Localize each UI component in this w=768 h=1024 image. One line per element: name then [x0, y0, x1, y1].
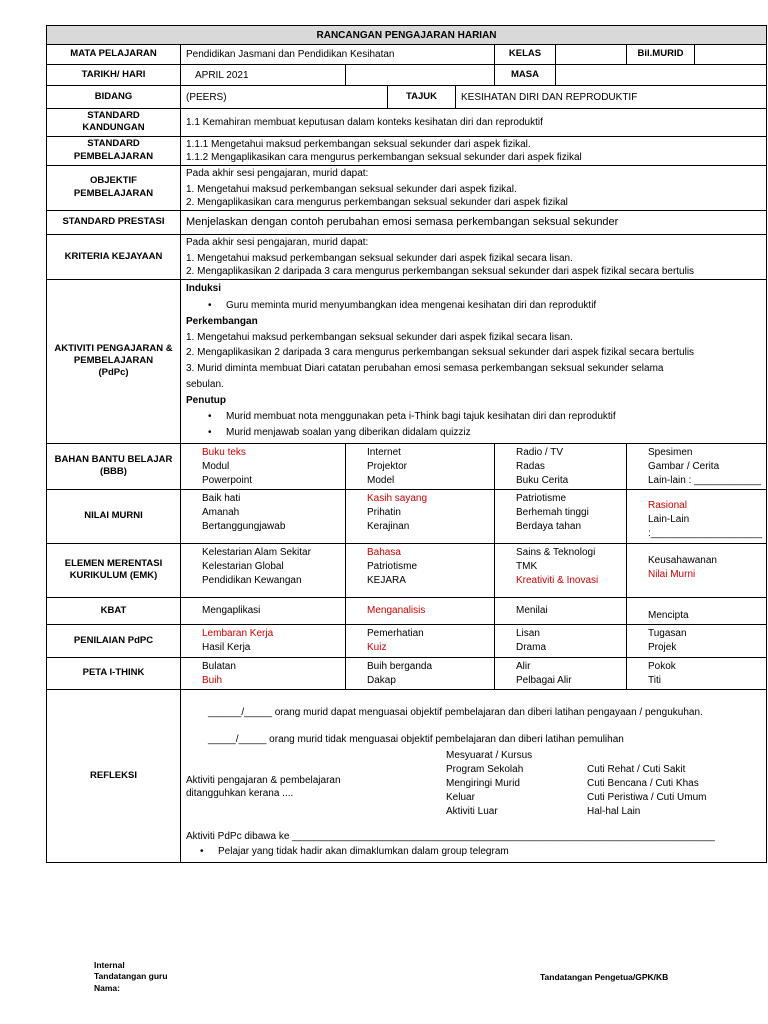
checkbox-item[interactable]: Hal-hal Lain — [587, 805, 641, 817]
mata-pelajaran-value: Pendidikan Jasmani dan Pendidikan Kesihatan — [181, 45, 495, 65]
penilaian-col-2 — [346, 624, 495, 657]
standard-prestasi-label: STANDARD PRESTASI — [47, 210, 181, 234]
checkbox-item[interactable]: Buku teks — [202, 446, 246, 458]
checkbox-item[interactable]: Buih berganda — [367, 660, 433, 672]
nilai-col-3 — [495, 489, 627, 543]
checkbox-item[interactable]: Cuti Bencana / Cuti Khas — [587, 777, 699, 789]
rph-table — [46, 25, 767, 863]
emk-col-1 — [181, 543, 346, 597]
checkbox-item[interactable]: KEJARA — [367, 574, 406, 586]
checkbox-item[interactable]: Pendidikan Kewangan — [202, 574, 302, 586]
bidang-label: BIDANG — [47, 86, 181, 109]
checkbox-item[interactable]: Internet — [367, 446, 401, 458]
nilai-col-4 — [627, 489, 767, 543]
checkbox-item[interactable]: Aktiviti Luar — [446, 805, 498, 817]
tajuk-value: KESIHATAN DIRI DAN REPRODUKTIF — [456, 86, 767, 109]
penilaian-label: PENILAIAN PdPC — [47, 624, 181, 657]
checkbox-item[interactable]: Alir — [516, 660, 531, 672]
checkbox-item[interactable]: Bertanggungjawab — [202, 520, 286, 532]
checkbox-item[interactable]: Model — [367, 474, 395, 486]
checkbox-item[interactable]: Modul — [202, 460, 230, 472]
peta-col-1 — [181, 657, 346, 689]
lain-lain-line: :____________________ — [648, 527, 763, 539]
refleksi-value — [181, 689, 767, 862]
tajuk-label: TAJUK — [388, 86, 456, 109]
kriteria-value: Pada akhir sesi pengajaran, murid dapat: 1. Mengetahui maksud perkembangan seksual sekunder dari aspek fizikal secara lisan. 2. Mengaplikasikan 2 daripada 3 cara mengurus perkembangan seksual sekunder dari aspek fizikal secara bertulis — [181, 234, 767, 279]
checkbox-item[interactable]: Patriotisme — [367, 560, 418, 572]
nilai-murni-label: NILAI MURNI — [47, 489, 181, 543]
checkbox-item[interactable]: Radio / TV — [516, 446, 564, 458]
checkbox-item[interactable]: Sains & Teknologi — [516, 546, 596, 558]
ditangguh-options-a: Mesyuarat / Kursus Program Sekolah Mengiringi Murid Keluar Aktiviti Luar — [421, 748, 532, 819]
checkbox-item[interactable]: Drama — [516, 641, 547, 653]
checkbox-item[interactable]: Tugasan — [648, 627, 687, 639]
penilaian-col-3 — [495, 624, 627, 657]
checkbox-item[interactable]: Lain-Lain — [648, 513, 690, 525]
checkbox-item[interactable]: Titi — [648, 674, 661, 686]
standard-pembelajaran-label: STANDARD PEMBELAJARAN — [47, 136, 181, 165]
checkbox-item[interactable]: Mengiringi Murid — [446, 777, 520, 789]
checkbox-item[interactable]: Projek — [648, 641, 677, 653]
checkbox-item[interactable]: Kasih sayang — [367, 492, 428, 504]
checkbox-item[interactable]: Prihatin — [367, 506, 401, 518]
bbb-label: BAHAN BANTU BELAJAR (BBB) — [47, 443, 181, 489]
masa-label: MASA — [495, 65, 556, 86]
checkbox-item[interactable]: Berhemah tinggi — [516, 506, 589, 518]
checkbox-item[interactable]: Projektor — [367, 460, 408, 472]
checkbox-item[interactable]: Patriotisme — [516, 492, 567, 504]
standard-kandungan-value: 1.1 Kemahiran membuat keputusan dalam konteks kesihatan diri dan reproduktif — [181, 109, 767, 137]
ditangguh-label: Aktiviti pengajaran & pembelajaran ditangguhkan kerana .... — [186, 774, 341, 800]
footer-guru: Internal Tandatangan guru Nama: — [94, 960, 168, 993]
ditangguh-block — [186, 748, 761, 820]
tarikh-value: APRIL 2021 — [181, 65, 346, 86]
refleksi-tidak-menguasai[interactable]: _____/_____ orang murid tidak menguasai objektif pembelajaran dan diberi latihan pemulihan — [208, 733, 624, 745]
penilaian-col-4 — [627, 624, 767, 657]
checkbox-item[interactable]: Nilai Murni — [648, 568, 696, 580]
checkbox-item[interactable]: Buih — [202, 674, 223, 686]
kbat-col-1 — [181, 597, 346, 624]
ditangguh-options-b — [562, 762, 706, 819]
nilai-col-2 — [346, 489, 495, 543]
checkbox-item[interactable]: Kreativiti & Inovasi — [516, 574, 599, 586]
checkbox-item[interactable]: Amanah — [202, 506, 240, 518]
nilai-col-1 — [181, 489, 346, 543]
pelajar-note: • Pelajar yang tidak hadir akan dimaklumkan dalam group telegram — [200, 845, 509, 857]
emk-col-2 — [346, 543, 495, 597]
checkbox-item[interactable]: Berdaya tahan — [516, 520, 582, 532]
standard-prestasi-value: Menjelaskan dengan contoh perubahan emosi semasa perkembangan seksual sekunder — [181, 210, 767, 234]
checkbox-item[interactable]: Bahasa — [367, 546, 401, 558]
bil-murid-value — [695, 45, 767, 65]
checkbox-item[interactable]: Spesimen — [648, 446, 693, 458]
tarikh-extra — [346, 65, 495, 86]
page-title: RANCANGAN PENGAJARAN HARIAN — [47, 26, 767, 45]
tarikh-label: TARIKH/ HARI — [47, 65, 181, 86]
checkbox-item[interactable]: Mesyuarat / Kursus — [446, 749, 533, 761]
checkbox-item[interactable]: Lain-lain : ____________ — [648, 474, 761, 486]
checkbox-item[interactable]: Buku Cerita — [516, 474, 569, 486]
checkbox-item[interactable]: Program Sekolah — [446, 763, 524, 775]
bbb-col-2 — [346, 443, 495, 489]
bidang-value: (PEERS) — [181, 86, 388, 109]
mata-pelajaran-label: MATA PELAJARAN — [47, 45, 181, 65]
checkbox-item[interactable]: Baik hati — [202, 492, 241, 504]
kriteria-label: KRITERIA KEJAYAAN — [47, 234, 181, 279]
checkbox-item[interactable]: Pokok — [648, 660, 676, 672]
checkbox-item[interactable]: Mencipta — [648, 609, 689, 621]
checkbox-item[interactable]: Hasil Kerja — [202, 641, 251, 653]
peta-ithink-label: PETA I-THINK — [47, 657, 181, 689]
emk-label: ELEMEN MERENTASI KURIKULUM (EMK) — [47, 543, 181, 597]
checkbox-item[interactable]: Pelbagai Alir — [516, 674, 572, 686]
checkbox-item[interactable]: Pemerhatian — [367, 627, 424, 639]
kbat-col-2 — [346, 597, 495, 624]
checkbox-item[interactable]: Menganalisis — [367, 605, 426, 617]
emk-col-3 — [495, 543, 627, 597]
checkbox-item[interactable]: Lisan — [516, 627, 540, 639]
bbb-col-3 — [495, 443, 627, 489]
checkbox-item[interactable]: Kelestarian Alam Sekitar — [202, 546, 311, 558]
checkbox-item[interactable]: Menilai — [516, 605, 548, 617]
aktiviti-value: Induksi • Guru meminta murid menyumbangkan idea mengenai kesihatan diri dan reproduktif Perkembangan 1. Mengetahui maksud perkembangan seksual sekunder dari aspek fizikal secara lisan. 2. Mengaplikasikan 2 daripada 3 cara mengurus perkembangan seksual sekunder dari aspek fizikal secara bertulis 3. Murid diminta membuat Diari catatan perubahan emosi semasa perkembangan seksual sekunder selama sebulan. Penutup • Murid membuat nota menggunakan peta i-Think bagi tajuk kesihatan diri dan reproduktif • Murid menjawab soalan yang diberikan didalam quizziz — [181, 279, 767, 443]
peta-col-4 — [627, 657, 767, 689]
kelas-label: KELAS — [495, 45, 556, 65]
kbat-col-3 — [495, 597, 627, 624]
penilaian-col-1 — [181, 624, 346, 657]
checkbox-item[interactable]: Gambar / Cerita — [648, 460, 720, 472]
checkbox-item[interactable]: Powerpoint — [202, 474, 253, 486]
bbb-col-1 — [181, 443, 346, 489]
standard-kandungan-label: STANDARD KANDUNGAN — [47, 109, 181, 137]
checkbox-item[interactable]: Mengaplikasi — [202, 605, 261, 617]
emk-col-4 — [627, 543, 767, 597]
footer-pengetua: Tandatangan Pengetua/GPK/KB — [540, 972, 669, 982]
checkbox-item[interactable]: Dakap — [367, 674, 396, 686]
checkbox-item[interactable]: Rasional — [648, 499, 687, 511]
kbat-col-4 — [627, 597, 767, 624]
checkbox-item[interactable]: Kelestarian Global — [202, 560, 284, 572]
kelas-value — [556, 45, 627, 65]
refleksi-menguasai[interactable]: ______/_____ orang murid dapat menguasai objektif pembelajaran dan diberi latihan pengayaan / pengukuhan. — [208, 706, 703, 718]
checkbox-item[interactable]: TMK — [516, 560, 538, 572]
checkbox-item[interactable]: Cuti Peristiwa / Cuti Umum — [587, 791, 707, 803]
peta-col-2 — [346, 657, 495, 689]
kbat-label: KBAT — [47, 597, 181, 624]
objektif-label: OBJEKTIF PEMBELAJARAN — [47, 165, 181, 210]
dibawa-ke: Aktiviti PdPc dibawa ke ____________________________________________________________________________ — [186, 830, 715, 842]
checkbox-item[interactable]: Kuiz — [367, 641, 387, 653]
masa-value — [556, 65, 767, 86]
checkbox-item[interactable]: Lembaran Kerja — [202, 627, 274, 639]
aktiviti-label: AKTIVITI PENGAJARAN & PEMBELAJARAN (PdPc) — [47, 279, 181, 443]
checkbox-item[interactable]: Kerajinan — [367, 520, 410, 532]
peta-col-3 — [495, 657, 627, 689]
checkbox-item[interactable]: Radas — [516, 460, 545, 472]
checkbox-item[interactable]: Cuti Rehat / Cuti Sakit — [587, 763, 686, 775]
objektif-value: Pada akhir sesi pengajaran, murid dapat: 1. Mengetahui maksud perkembangan seksual sekunder dari aspek fizikal. 2. Mengaplikasikan cara mengurus perkembangan seksual sekunder dari aspek fizikal — [181, 165, 767, 210]
checkbox-item[interactable]: Bulatan — [202, 660, 236, 672]
bil-murid-label: Bil.MURID — [627, 45, 695, 65]
bbb-col-4 — [627, 443, 767, 489]
refleksi-label: REFLEKSI — [47, 689, 181, 862]
checkbox-item[interactable]: Keusahawanan — [648, 554, 717, 566]
standard-pembelajaran-value: 1.1.1 Mengetahui maksud perkembangan seksual sekunder dari aspek fizikal. 1.1.2 Mengaplikasikan cara mengurus perkembangan seksual sekunder dari aspek fizikal — [181, 136, 767, 165]
